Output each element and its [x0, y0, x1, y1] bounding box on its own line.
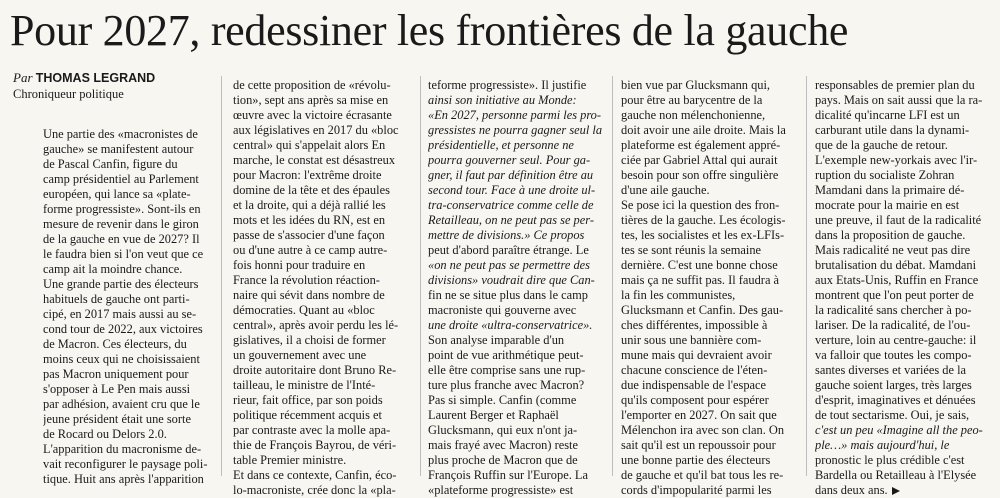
text-line: divisions» voudrait dire que Can- [428, 273, 595, 287]
text-line: pronostic le plus crédible c'est [815, 453, 965, 467]
text-line: Et dans ce contexte, Canfin, éco- [233, 468, 397, 482]
text-line: Une partie des «macronistes de [43, 127, 198, 141]
text-line: la radicalité sans chercher à po- [815, 303, 972, 317]
text-line: François Ruffin sur l'Europe. La [428, 468, 588, 482]
text-line: mune mais qui devraient avoir [621, 348, 772, 362]
text-line: Son analyse imparable d'un [428, 333, 565, 347]
text-line: moins ceux qui ne choisissaient [43, 352, 200, 366]
text-line: s'opposer à Le Pen mais aussi [43, 382, 191, 396]
text-line: peut d'abord paraître étrange. Le [428, 243, 589, 257]
text-line: gner, il faut par définition être au [428, 168, 594, 182]
text-line: camp présidentiel au Parlement [43, 172, 199, 186]
text-line: L'apparition du macronisme de- [43, 442, 202, 456]
text-line: verture, loin au centre-gauche: il [815, 333, 977, 347]
text-line: gauche» se manifestent autour [43, 142, 194, 156]
text-line: ture plus franche avec Macron? [428, 378, 585, 392]
text-line: Mamdani dans la primaire dé- [815, 183, 965, 197]
text-line: chacune conscience de l'éten- [621, 363, 768, 377]
text-line: lo-macroniste, crée donc la «pla- [233, 483, 396, 497]
text-line: bien vue par Glucksmann qui, [621, 78, 770, 92]
text-line: pour être au barycentre de la [621, 93, 763, 107]
text-line: qu'ils composent pour espérer [621, 393, 769, 407]
text-line: Mélenchon ira avec son clan. On [621, 423, 785, 437]
text-line: passe de s'associer d'une façon [233, 228, 385, 242]
text-line: c'est un peu «Imagine all the peo- [815, 423, 983, 437]
text-line: une preuve, il faut de la radicalité [815, 213, 982, 227]
text-line: ruption du socialiste Zohran [815, 168, 955, 182]
text-line: Pas si simple. Canfin (comme [428, 393, 577, 407]
text-line: démocraties. Quant au «bloc [233, 303, 375, 317]
text-line: due indispensable de l'espace [621, 378, 767, 392]
text-line: teforme progressiste». Il justifie [428, 78, 587, 92]
text-line: une bonne partie des électeurs [621, 453, 771, 467]
text-line: de Pascal Canfin, figure du [43, 157, 178, 171]
article-column-5 [815, 78, 998, 498]
article-column-1 [43, 127, 219, 487]
text-line: dernière. C'est une bonne chose [621, 258, 778, 272]
text-line: Bardella ou Retailleau à l'Elysée [815, 468, 977, 482]
text-line: cords d'impopularité parmi les [621, 483, 772, 497]
text-line: de cette proposition de «révolu- [233, 78, 391, 92]
text-line: santes diverses et variées de la [815, 363, 967, 377]
text-line: ainsi son initiative au Monde: [428, 93, 577, 107]
text-line: mettre de divisions.» Ce propos [428, 228, 585, 242]
text-line: aux Etats-Unis, Ruffin en France [815, 273, 979, 287]
text-line: d'une aile gauche. [621, 183, 710, 197]
text-line: macroniste qui gouverne avec [428, 303, 577, 317]
text-line: européen, qui lance sa «plate- [43, 187, 191, 201]
text-line: cipé, en 2017 mais aussi au se- [43, 307, 197, 321]
text-line: dicalité qu'incarne LFI est un [815, 108, 960, 122]
text-line: Retailleau, on ne peut pas se per- [428, 213, 594, 227]
text-line: Glucksmann et Canfin. Des gau- [621, 303, 784, 317]
article-column-2 [233, 78, 417, 498]
text-line: elle être comprise sans une rup- [428, 363, 586, 377]
text-line: pourra gouverner seul. Pour ga- [428, 153, 591, 167]
text-line: d'esprit, imaginatives et dénuées [815, 393, 976, 407]
text-line: Glucksmann, qui eux n'ont ja- [428, 423, 578, 437]
text-line: tique. Huit ans après l'apparition [43, 472, 204, 486]
text-line: de gauche et qu'il bat tous les re- [621, 468, 784, 482]
text-line: marche, le constat est désastreux [233, 153, 396, 167]
text-line: responsables de premier plan du [815, 78, 975, 92]
text-line: présidentielle, et personne ne [428, 138, 574, 152]
text-line: Se pose ici la question des fron- [621, 198, 780, 212]
byline-prefix: Par [13, 70, 33, 85]
article-headline: Pour 2027, redessiner les frontières de la gauche [10, 6, 849, 55]
text-line: domine de la tête et des épaules [233, 183, 390, 197]
text-line: mocrate pour la mairie en est [815, 198, 960, 212]
byline [13, 70, 155, 86]
text-line: ciée par Gabriel Attal qui aurait [621, 153, 778, 167]
text-line: central», après avoir perdu les lé- [233, 318, 399, 332]
text-line: ches différentes, impossible à [621, 318, 768, 332]
text-line: ple…» mais aujourd'hui, le [815, 438, 950, 452]
text-line: pas Macron uniquement pour [43, 367, 189, 381]
text-line: mais ça ne suffit pas. Il faudra à [621, 273, 780, 287]
text-line: Laurent Berger et Raphaël [428, 408, 559, 422]
text-line: gauche non mélenchonienne, [621, 108, 766, 122]
text-line: doit avoir une aile droite. Mais la [621, 123, 786, 137]
text-line: va falloir que toutes les compo- [815, 348, 972, 362]
article-column-4 [621, 78, 804, 498]
text-line: fin ne se situe plus dans le camp [428, 288, 589, 302]
text-line: rieur, fait office, par son poids [233, 393, 383, 407]
text-line: camp ait la moindre chance. [43, 262, 183, 276]
text-line: jeune président était une sorte [43, 412, 191, 426]
article-column-3 [428, 78, 610, 498]
text-line: habituels de gauche ont parti- [43, 292, 190, 306]
text-line: par contraste avec la molle apa- [233, 423, 391, 437]
text-line: sait qu'il est un repoussoir pour [621, 438, 776, 452]
text-line: lariser. De la radicalité, de l'ou- [815, 318, 971, 332]
text-line: aux législatives en 2017 du «bloc [233, 123, 399, 137]
text-line: montrent que l'on peut porter de [815, 288, 974, 302]
text-line: politique récemment acquis et [233, 408, 382, 422]
text-line: plus proche de Macron que de [428, 453, 578, 467]
text-line: la fin les communistes, [621, 288, 736, 302]
text-line: une droite «ultra-conservatrice». [428, 318, 593, 332]
text-line: gislatives, il a choisi de former [233, 333, 386, 347]
text-line: unir sous une bannière com- [621, 333, 762, 347]
text-line: forme progressiste». Sont-ils en [43, 202, 201, 216]
text-line: pays. Mais on sait aussi que la ra- [815, 93, 983, 107]
text-line: gressistes ne pourra gagner seul la [428, 123, 603, 137]
text-line: «on ne peut pas se permettre des [428, 258, 590, 272]
text-line: L'exemple new-yorkais avec l'ir- [815, 153, 978, 167]
text-line: tes, les socialistes et les ex-LFIs- [621, 228, 785, 242]
text-line: France la révolution réaction- [233, 273, 380, 287]
author-role: Chroniqueur politique [13, 87, 124, 101]
text-line: plateforme est également appré- [621, 138, 781, 152]
text-line: pour Macron: l'extrême droite [233, 168, 382, 182]
text-line: tes se sont réunis la semaine [621, 243, 762, 257]
text-line: de Macron. Ces électeurs, du [43, 337, 187, 351]
text-line: l'emporter en 2027. On sait que [621, 408, 777, 422]
text-line: fois honni pour traduire en [233, 258, 366, 272]
text-line: «En 2027, personne parmi les pro- [428, 108, 601, 122]
column-rule [806, 76, 807, 476]
text-line: tion», sept ans après sa mise en [233, 93, 389, 107]
text-line: par adhésion, avaient cru que le [43, 397, 200, 411]
text-line: brutalisation du débat. Mamdani [815, 258, 977, 272]
text-line: dans deux ans. [815, 483, 998, 498]
text-line: naire qui sévit dans nombre de [233, 288, 385, 302]
text-line: dans la proposition de gauche. [815, 228, 966, 242]
text-line: carburant utile dans la dynami- [815, 123, 970, 137]
column-rule [420, 76, 421, 476]
author-name: THOMAS LEGRAND [35, 71, 156, 85]
text-line: mots et les idées du RN, est en [233, 213, 386, 227]
text-line: ou d'une autre à ce camp autre- [233, 243, 388, 257]
text-line: de tout sectarisme. Oui, je sais, [815, 408, 970, 422]
text-line: gauche soient larges, très larges [815, 378, 972, 392]
text-line: mais frayé avec Macron) reste [428, 438, 578, 452]
text-line: œuvre avec la victoire écrasante [233, 108, 392, 122]
text-line: point de vue arithmétique peut- [428, 348, 584, 362]
text-line: que de la gauche de retour. [815, 138, 948, 152]
text-line: thie de François Bayrou, de véri- [233, 438, 397, 452]
text-line: Une grande partie des électeurs [43, 277, 199, 291]
text-line: cond tour de 2022, aux victoires [43, 322, 203, 336]
text-line: tières de la gauche. Les écologis- [621, 213, 786, 227]
text-line: de la gauche en vue de 2027? Il [43, 232, 200, 246]
text-line: le faudra bien si l'on veut que ce [43, 247, 204, 261]
text-line: besoin pour son offre singulière [621, 168, 779, 182]
text-line: Mais radicalité ne veut pas dire [815, 243, 971, 257]
text-line: et la droite, qui a déjà rallié les [233, 198, 386, 212]
column-rule [612, 76, 613, 476]
text-line: mesure de revenir dans le giron [43, 217, 199, 231]
text-line: tailleau, le ministre de l'Inté- [233, 378, 376, 392]
text-line: vait reconfigurer le paysage poli- [43, 457, 208, 471]
column-rule [221, 76, 222, 476]
text-line: droite autoritaire dont Bruno Re- [233, 363, 397, 377]
text-line: table Premier ministre. [233, 453, 347, 467]
text-line: «plateforme progressiste» est [428, 483, 574, 497]
text-line: second tour. Face à une droite ul- [428, 183, 596, 197]
text-line: un gouvernement avec une [233, 348, 367, 362]
end-of-article-icon [892, 487, 900, 495]
text-line: tra-conservatrice comme celle de [428, 198, 594, 212]
text-line: central» qui s'appelait alors En [233, 138, 386, 152]
text-line: de Rocard ou Delors 2.0. [43, 427, 167, 441]
